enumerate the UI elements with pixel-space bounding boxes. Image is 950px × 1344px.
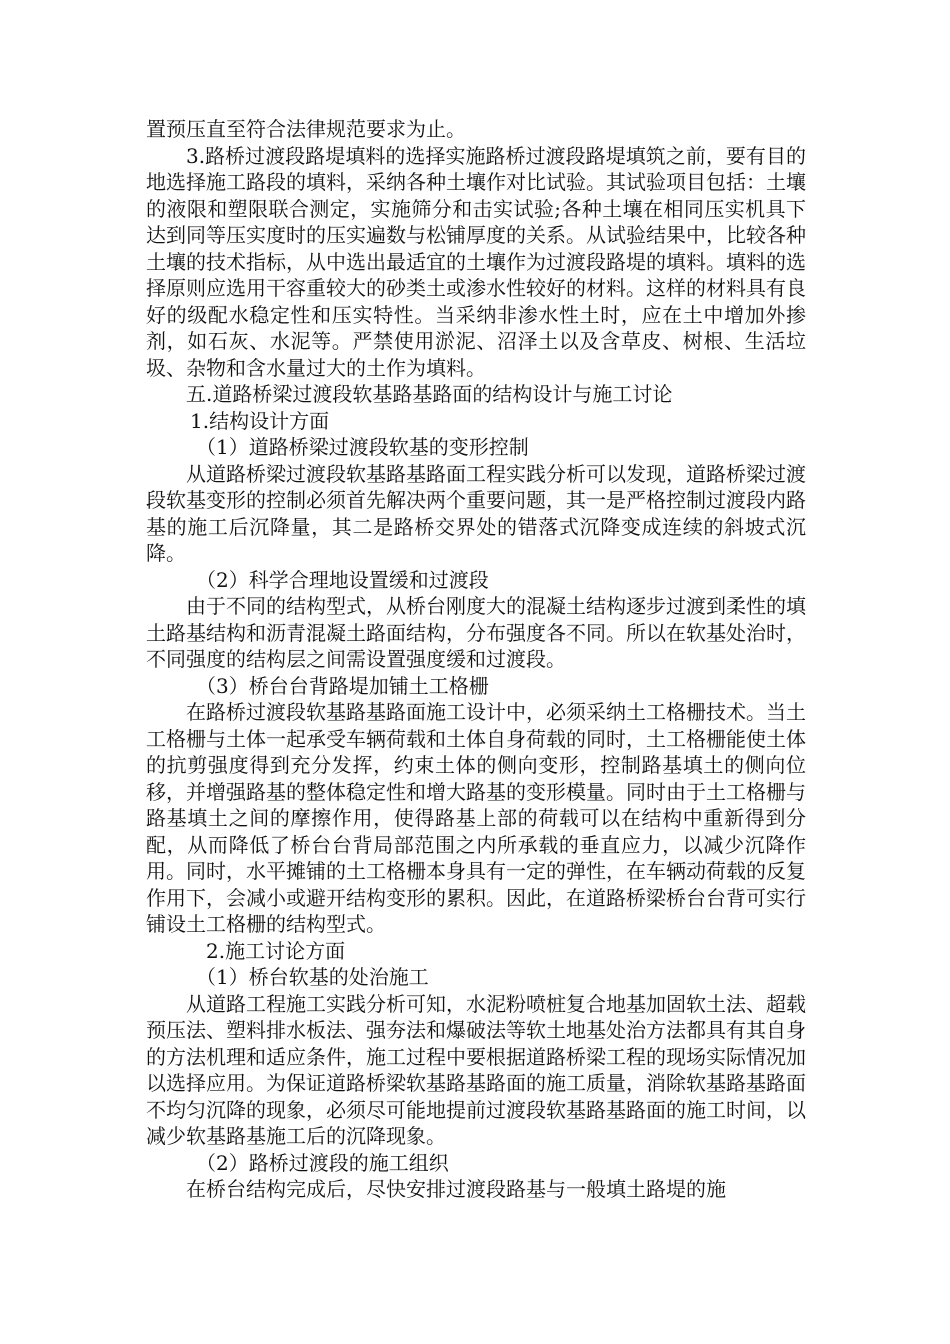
paragraph-0: 置预压直至符合法律规范要求为止。 bbox=[146, 117, 466, 141]
subsection-heading-1: 1.结构设计方面 bbox=[190, 408, 330, 433]
item-heading-1-2: （2）科学合理地设置缓和过渡段 bbox=[196, 567, 489, 592]
subsection-heading-2: 2.施工讨论方面 bbox=[206, 938, 346, 963]
paragraph-1: 3.路桥过渡段路堤填料的选择实施路桥过渡段路堤填筑之前，要有目的地选择施工路段的填料，采纳各种土壤作对比试验。其试验项目包括：土壤的液限和塑限联合测定，实施筛分和击实试验;各种土壤在相同压实机具下达到同等压实度时的压实遍数与松铺厚度的关系。从试验结果中，比较各种土壤的技术指标，从中选出最适宜的土壤作为过渡段路堤的填料。填料的选择原则应选用干容重较大的砂类土或渗水性较好的材料。这样的材料具有良好的级配水稳定性和压实特性。当采纳非渗水性土时，应在土中增加外掺剂，如石灰、水泥等。严禁使用淤泥、沼泽土以及含草皮、树根、生活垃圾、杂物和含水量过大的土作为填料。 bbox=[146, 143, 806, 380]
document-body bbox=[146, 116, 806, 1203]
paragraph-14: 在桥台结构完成后，尽快安排过渡段路基与一般填土路堤的施 bbox=[186, 1177, 726, 1201]
item-heading-1-1: （1）道路桥梁过渡段软基的变形控制 bbox=[196, 435, 529, 459]
item-heading-2-2: （2）路桥过渡段的施工组织 bbox=[196, 1150, 449, 1175]
paragraph-7: 由于不同的结构型式，从桥台刚度大的混凝土结构逐步过渡到柔性的填土路基结构和沥青混凝土路面结构，分布强度各不同。所以在软基处治时，不同强度的结构层之间需设置强度缓和过渡段。 bbox=[146, 594, 806, 671]
paragraph-5: 从道路桥梁过渡段软基路基路面工程实践分析可以发现，道路桥梁过渡段软基变形的控制必须首先解决两个重要问题，其一是严格控制过渡段内路基的施工后沉降量，其二是路桥交界处的错落式沉降变成连续的斜坡式沉降。 bbox=[146, 461, 806, 565]
item-heading-1-3: （3）桥台台背路堤加铺土工格栅 bbox=[196, 673, 489, 698]
item-heading-2-1: （1）桥台软基的处治施工 bbox=[196, 965, 429, 989]
section-heading-5: 五.道路桥梁过渡段软基路基路面的结构设计与施工讨论 bbox=[186, 382, 673, 406]
paragraph-12: 从道路工程施工实践分析可知，水泥粉喷桩复合地基加固软土法、超载预压法、塑料排水板法、强夯法和爆破法等软土地基处治方法都具有其自身的方法机理和适应条件，施工过程中要根据道路桥梁工程的现场实际情况加以选择应用。为保证道路桥梁软基路基路面的施工质量，消除软基路基路面不均匀沉降的现象，必须尽可能地提前过渡段软基路基路面的施工时间，以减少软基路基施工后的沉降现象。 bbox=[146, 991, 806, 1148]
paragraph-9: 在路桥过渡段软基路基路面施工设计中，必须采纳土工格栅技术。当土工格栅与土体一起承受车辆荷载和土体自身荷载的同时，土工格栅能使土体的抗剪强度得到充分发挥，约束土体的侧向变形，控制路基填土的侧向位移，并增强路基的整体稳定性和增大路基的变形模量。同时由于土工格栅与路基填土之间的摩擦作用，使得路基上部的荷载可以在结构中重新得到分配，从而降低了桥台台背局部范围之内所承载的垂直应力，以减少沉降作用。同时，水平摊铺的土工格栅本身具有一定的弹性，在车辆动荷载的反复作用下，会减小或避开结构变形的累积。因此，在道路桥梁桥台台背可实行铺设土工格栅的结构型式。 bbox=[146, 700, 806, 936]
